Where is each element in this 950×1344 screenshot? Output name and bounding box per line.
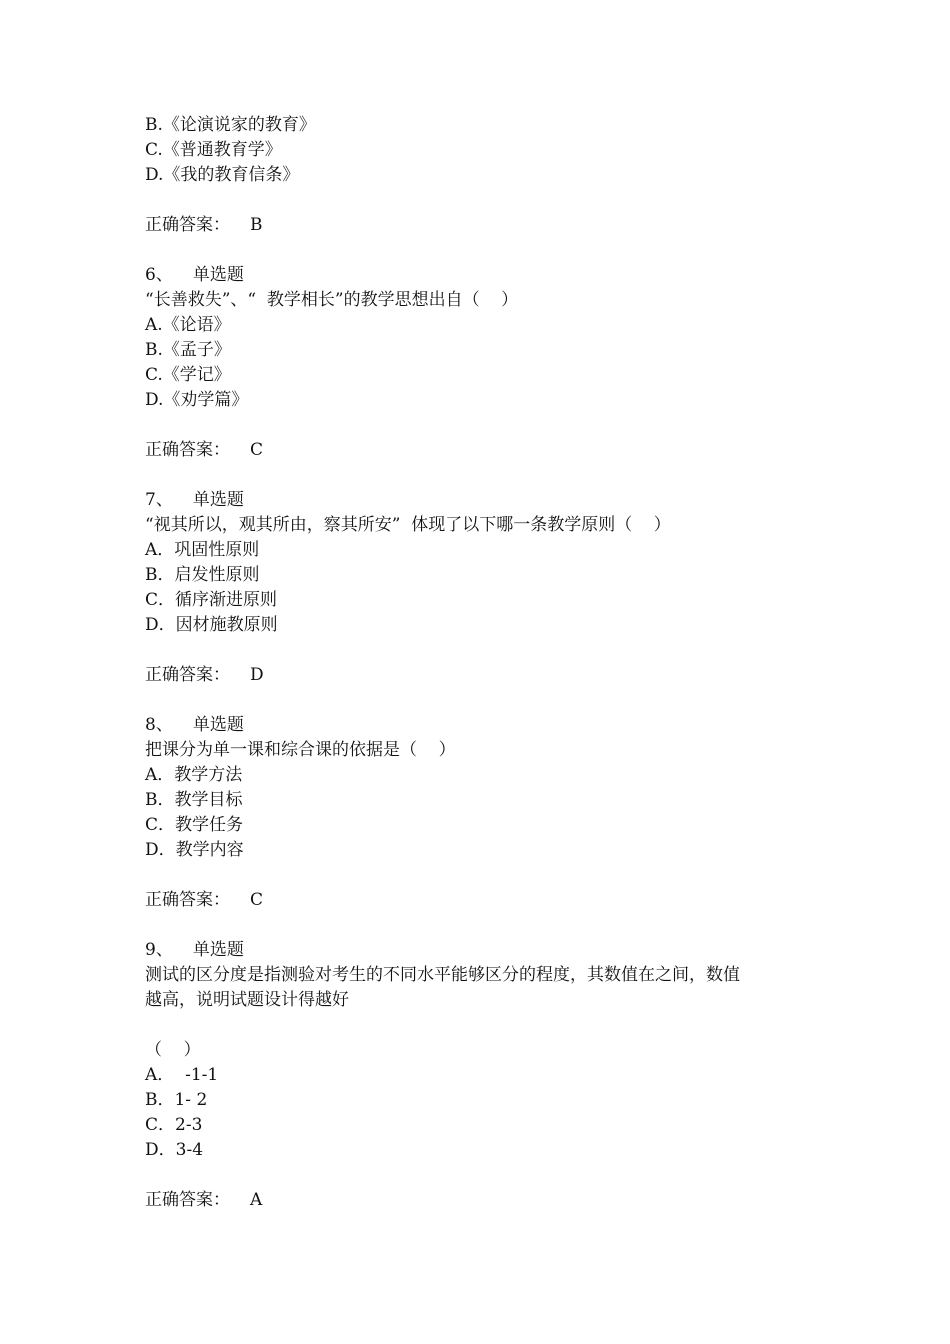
q9-stem-line-1: 测试的区分度是指测验对考生的不同水平能够区分的程度，其数值在之间，数值 <box>145 965 740 985</box>
q8-option-c: C．教学任务 <box>145 815 244 835</box>
q8-option-a: A．教学方法 <box>145 765 243 785</box>
q9-option-c: C．2-3 <box>145 1115 203 1135</box>
q7-answer-label: 正确答案： <box>145 665 230 685</box>
q6-answer <box>145 438 815 463</box>
q8-number: 8、 <box>145 715 173 735</box>
q9-answer <box>145 1188 815 1213</box>
q8-answer <box>145 888 815 913</box>
q7-option-c: C．循序渐进原则 <box>145 590 278 610</box>
q9-answer-value: A <box>250 1190 263 1210</box>
q5-option-c: C.《普通教育学》 <box>145 140 282 160</box>
q6-option-c: C.《学记》 <box>145 365 231 385</box>
document-content <box>145 113 815 1213</box>
q6-option-b: B.《孟子》 <box>145 340 231 360</box>
q5-option-b: B.《论演说家的教育》 <box>145 115 316 135</box>
q7-option-d: D．因材施教原则 <box>145 615 278 635</box>
q7-number: 7、 <box>145 490 173 510</box>
q7-type: 单选题 <box>192 490 244 510</box>
q9-option-a: A． -1-1 <box>145 1065 219 1085</box>
q5-answer-value: B <box>250 215 263 235</box>
q8-stem: 把课分为单一课和综合课的依据是（ ） <box>145 740 456 760</box>
q9-header <box>145 938 815 963</box>
q7-option-a: A．巩固性原则 <box>145 540 260 560</box>
q6-header <box>145 263 815 288</box>
q6-stem: “长善救失”、“ 教学相长”的教学思想出自（ ） <box>145 290 519 310</box>
q7-answer-value: D <box>250 665 264 685</box>
q7-answer <box>145 663 815 688</box>
q5-answer-label: 正确答案： <box>145 215 230 235</box>
q8-type: 单选题 <box>192 715 244 735</box>
q5-option-d: D.《我的教育信条》 <box>145 165 300 185</box>
q9-number: 9、 <box>145 940 173 960</box>
q9-type: 单选题 <box>192 940 244 960</box>
q9-option-b: B．1- 2 <box>145 1090 208 1110</box>
q8-answer-value: C <box>250 890 264 910</box>
q6-answer-label: 正确答案： <box>145 440 230 460</box>
q8-option-d: D．教学内容 <box>145 840 244 860</box>
q6-type: 单选题 <box>192 265 244 285</box>
q9-answer-label: 正确答案： <box>145 1190 230 1210</box>
q7-option-b: B．启发性原则 <box>145 565 260 585</box>
q5-answer <box>145 213 815 238</box>
q8-answer-label: 正确答案： <box>145 890 230 910</box>
q6-answer-value: C <box>250 440 264 460</box>
q7-header <box>145 488 815 513</box>
q6-number: 6、 <box>145 265 173 285</box>
q8-header <box>145 713 815 738</box>
q7-stem: “视其所以，观其所由，察其所安” 体现了以下哪一条教学原则（ ） <box>145 515 671 535</box>
q9-bracket: （ ） <box>145 1040 201 1060</box>
q6-option-d: D.《劝学篇》 <box>145 390 249 410</box>
q6-option-a: A.《论语》 <box>145 315 231 335</box>
q9-option-d: D．3-4 <box>145 1140 204 1160</box>
q9-stem-line-2: 越高，说明试题设计得越好 <box>145 990 349 1010</box>
q8-option-b: B．教学目标 <box>145 790 243 810</box>
